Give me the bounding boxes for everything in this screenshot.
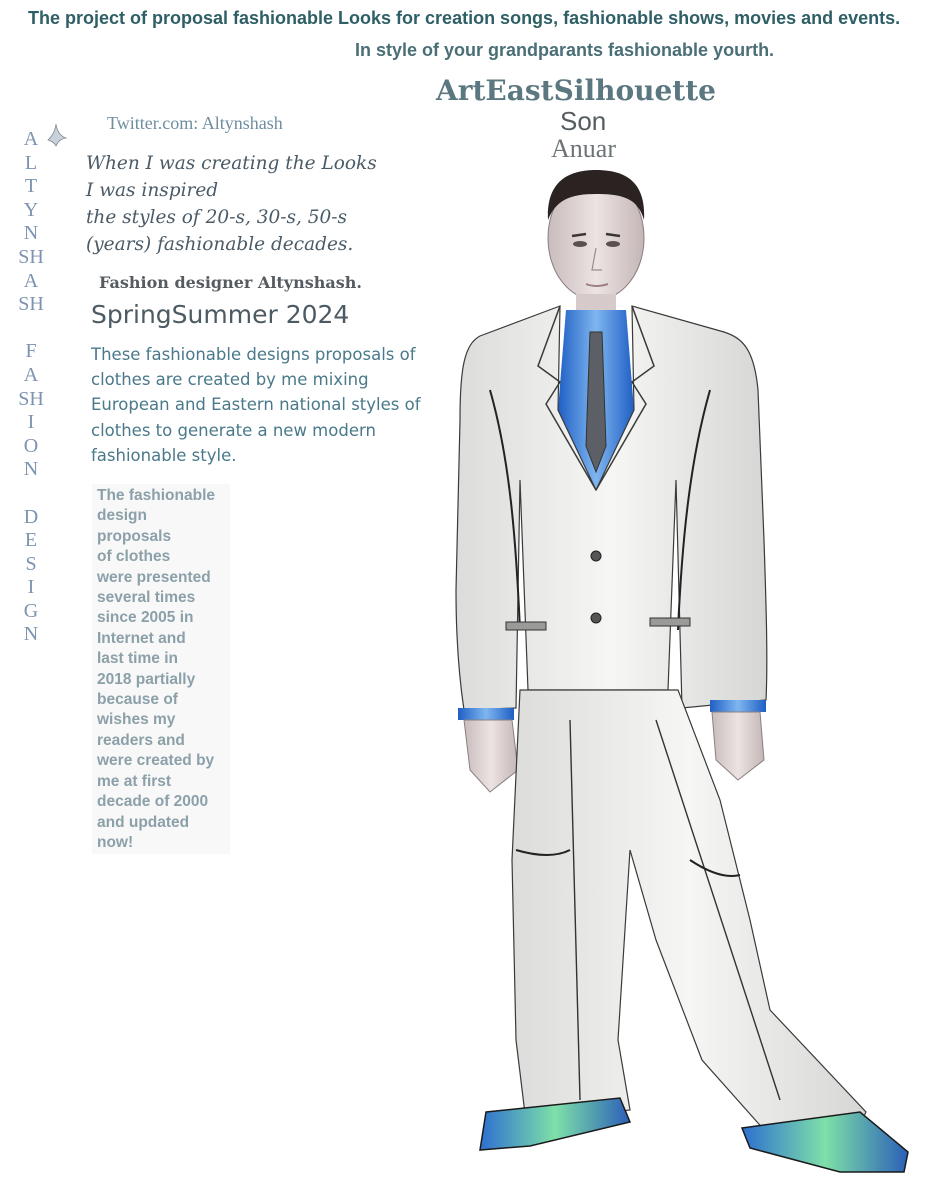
inspiration-line: the styles of 20-s, 30-s, 50-s <box>86 207 348 228</box>
history-line: me at first <box>97 772 172 790</box>
trousers <box>512 690 866 1132</box>
vertical-letter: SH <box>18 293 44 316</box>
history-line: The fashionable <box>97 487 215 504</box>
vertical-letter: N <box>23 222 39 245</box>
bird-icon <box>46 122 68 148</box>
vertical-letter: SH <box>18 387 44 410</box>
fashion-illustration <box>420 160 920 1190</box>
collection-name: Son <box>560 106 607 136</box>
model-name: Anuar <box>551 134 616 163</box>
vertical-brand-text <box>18 128 44 647</box>
history-line: several times <box>97 589 196 607</box>
vertical-letter: T <box>24 175 38 198</box>
twitter-handle: Twitter.com: Altynshash <box>107 113 283 133</box>
vertical-letter: A <box>23 363 39 386</box>
vertical-letter: Y <box>23 198 39 221</box>
history-line: readers and <box>97 731 185 749</box>
inspiration-line: (years) fashionable decades. <box>86 234 354 255</box>
vertical-letter: A <box>23 269 39 292</box>
header-line-1: The project of proposal fashionable Looks for creation songs, fashionable shows, movies and events. <box>28 8 901 28</box>
vertical-letter: F <box>25 340 37 363</box>
description-line: fashionable style. <box>91 445 237 465</box>
head <box>548 170 644 300</box>
history-line: since 2005 in <box>97 609 194 627</box>
vertical-letter <box>18 317 44 341</box>
description-line: European and Eastern national styles of <box>91 395 421 415</box>
description-line: clothes are created by me mixing <box>91 370 369 390</box>
history-line: now! <box>97 833 134 851</box>
history-line: Internet and <box>97 629 186 647</box>
history-line: were created by <box>97 752 215 770</box>
vertical-letter: S <box>25 552 37 575</box>
history-line: wishes my <box>97 711 176 729</box>
designer-credit: Fashion designer Altynshash. <box>99 273 362 292</box>
vertical-letter: O <box>23 434 39 457</box>
header-line-2: In style of your grandparants fashionable yourth. <box>355 40 775 60</box>
history-line: of clothes <box>97 548 171 566</box>
vertical-letter: A <box>23 128 39 150</box>
description-text <box>91 342 436 468</box>
vertical-letter: L <box>24 151 38 174</box>
history-line: last time in <box>97 650 178 668</box>
inspiration-line: When I was creating the Looks <box>86 153 377 174</box>
vertical-letter: E <box>24 529 38 552</box>
description-line: These fashionable designs proposals of <box>91 345 416 364</box>
history-line: because of <box>97 691 178 709</box>
vertical-letter <box>18 482 44 506</box>
history-line: proposals <box>97 527 172 545</box>
season-title: SpringSummer 2024 <box>91 300 350 329</box>
inspiration-text <box>86 150 426 258</box>
tie <box>586 332 606 472</box>
vertical-letter: SH <box>18 245 44 268</box>
description-line: clothes to generate a new modern <box>91 420 376 440</box>
inspiration-line: I was inspired <box>86 180 219 201</box>
vertical-letter: G <box>23 599 39 622</box>
vertical-letter: N <box>23 623 39 646</box>
history-line: 2018 partially <box>97 670 196 688</box>
vertical-letter: D <box>23 505 39 528</box>
brand-title: ArtEastSilhouette <box>436 74 716 107</box>
history-line: and updated <box>97 813 190 831</box>
history-line: design <box>97 507 147 525</box>
vertical-letter: N <box>23 458 39 481</box>
history-text <box>97 486 232 853</box>
history-line: were presented <box>97 568 211 586</box>
vertical-letter: I <box>27 411 35 434</box>
history-line: decade of 2000 <box>97 793 209 811</box>
vertical-letter: I <box>27 576 35 599</box>
